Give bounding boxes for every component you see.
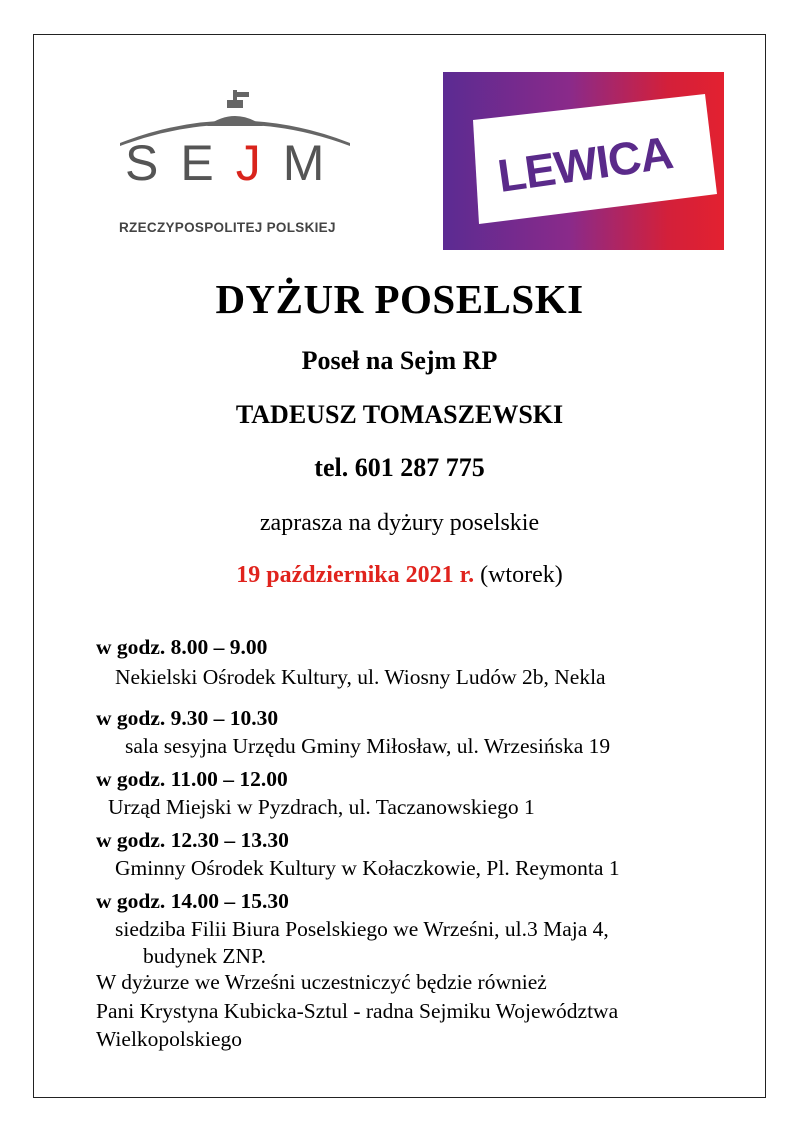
schedule-place-5-cont: budynek ZNP.	[143, 944, 267, 968]
schedule-place-1: Nekielski Ośrodek Kultury, ul. Wiosny Ludów 2b, Nekla	[115, 665, 606, 689]
sejm-subtitle: RZECZYPOSPOLITEJ POLSKIEJ	[119, 220, 336, 235]
schedule-place-4: Gminny Ośrodek Kultury w Kołaczkowie, Pl. Reymonta 1	[115, 856, 620, 880]
note-line-2: Pani Krystyna Kubicka-Sztul - radna Sejmiku Województwa	[96, 999, 619, 1023]
event-date: 19 października 2021 r.	[236, 562, 475, 588]
schedule-hours-2: w godz. 9.30 – 10.30	[96, 706, 279, 730]
sejm-word-m: M	[282, 135, 347, 191]
note-line-1: W dyżurze we Wrześni uczestniczyć będzie również	[96, 970, 547, 994]
sejm-word-se: SE	[125, 135, 236, 191]
schedule-place-5: siedziba Filii Biura Poselskiego we Wrześni, ul.3 Maja 4,	[115, 917, 609, 941]
lewica-logo	[443, 72, 724, 250]
schedule-place-2: sala sesyjna Urzędu Gminy Miłosław, ul. Wrzesińska 19	[125, 734, 611, 758]
lewica-wordmark: LEWICA	[494, 126, 676, 202]
sejm-word-j: J	[235, 135, 283, 191]
note-line-3: Wielkopolskiego	[96, 1027, 243, 1051]
sejm-logo	[115, 88, 355, 240]
sejm-wordmark	[125, 135, 347, 191]
subtitle: Poseł na Sejm RP	[301, 346, 498, 375]
schedule-hours-1: w godz. 8.00 – 9.00	[96, 635, 268, 659]
mp-name: TADEUSZ TOMASZEWSKI	[235, 400, 564, 429]
date-line	[33, 562, 766, 589]
schedule-place-3: Urząd Miejski w Pyzdrach, ul. Taczanowskiego 1	[108, 795, 535, 819]
schedule-hours-3: w godz. 11.00 – 12.00	[96, 767, 288, 791]
event-weekday: (wtorek)	[474, 562, 563, 588]
schedule-hours-5: w godz. 14.00 – 15.30	[96, 889, 289, 913]
page-title: DYŻUR POSELSKI	[215, 276, 584, 322]
phone-number: tel. 601 287 775	[314, 453, 485, 482]
invitation-text: zaprasza na dyżury poselskie	[259, 510, 540, 536]
schedule-hours-4: w godz. 12.30 – 13.30	[96, 828, 289, 852]
